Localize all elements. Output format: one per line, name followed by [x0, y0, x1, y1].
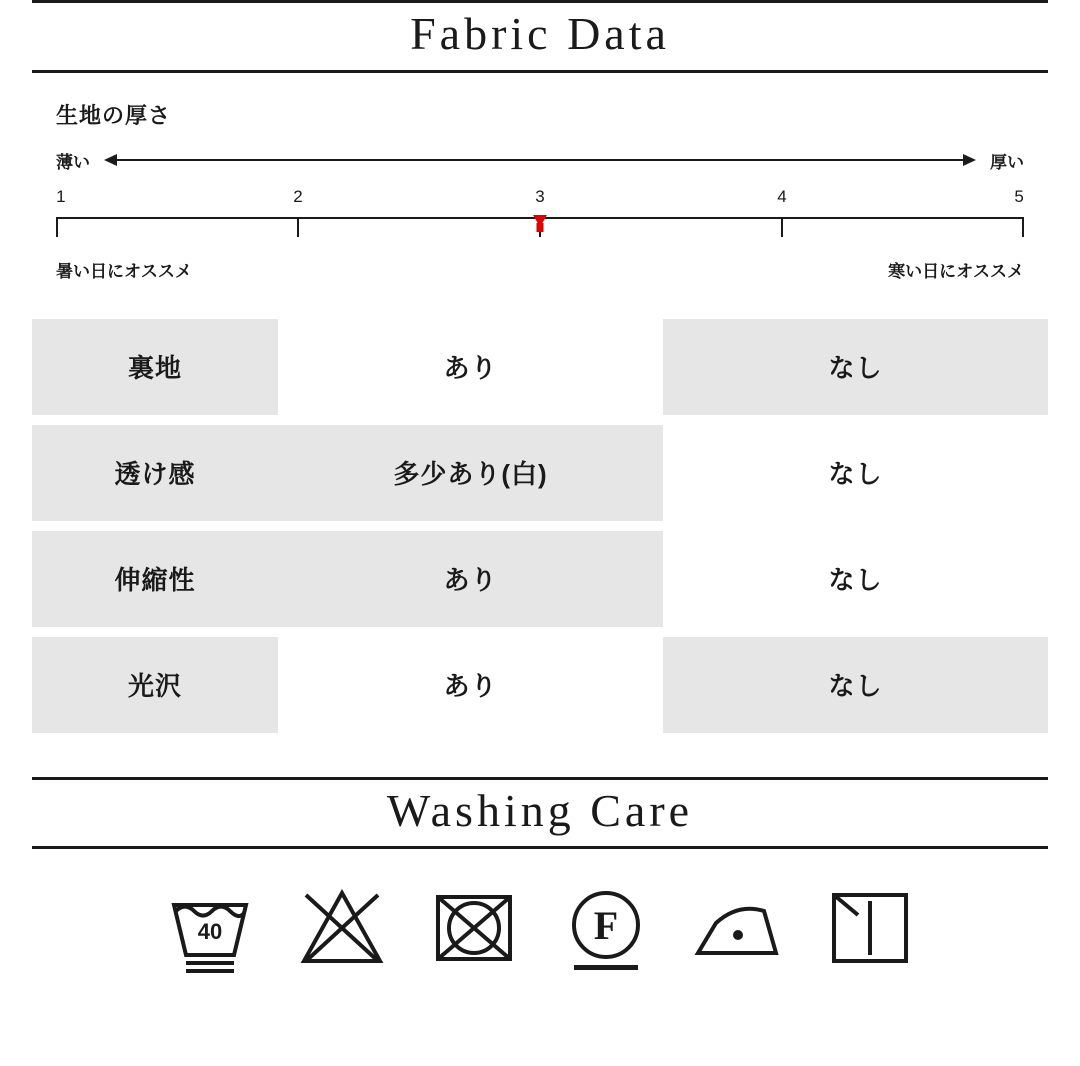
axis-tick-4: [781, 217, 783, 237]
table-row: [32, 637, 1048, 733]
care-symbols-row: [32, 879, 1048, 975]
spec-option-b: なし: [663, 425, 1048, 521]
scale-tick-label-1: 1: [56, 186, 66, 206]
thickness-left-end-label: 薄い: [56, 152, 90, 172]
spec-row-label: 伸縮性: [32, 531, 278, 627]
spec-option-a: あり: [278, 531, 663, 627]
thickness-scale: [56, 187, 1024, 241]
line-dry-icon: [822, 879, 918, 975]
no-tumble-dry-icon: [426, 879, 522, 975]
washing-care-heading: [32, 777, 1048, 850]
thickness-scale-numbers: [56, 187, 1024, 209]
spec-option-a: あり: [278, 319, 663, 415]
page-title: Fabric Data: [410, 8, 670, 59]
arrow-right-icon: [963, 154, 976, 166]
iron-low-icon: [690, 879, 786, 975]
spec-option-a: 多少あり(白): [278, 425, 663, 521]
thickness-captions: [56, 257, 1024, 281]
thickness-caption-left: 暑い日にオススメ: [56, 261, 192, 281]
spec-option-b: なし: [663, 319, 1048, 415]
arrow-line: [116, 159, 964, 161]
table-row: [32, 425, 1048, 521]
table-row: [32, 319, 1048, 415]
dry-clean-f-icon: [558, 879, 654, 975]
thickness-label: 生地の厚さ: [56, 102, 172, 128]
spec-option-b: なし: [663, 531, 1048, 627]
thickness-axis: [56, 217, 1024, 239]
dry-clean-letter: F: [593, 903, 619, 949]
thickness-section: [32, 99, 1048, 281]
table-row: [32, 531, 1048, 627]
scale-tick-label-2: 2: [293, 186, 303, 206]
scale-tick-label-4: 4: [777, 186, 787, 206]
spec-option-a: あり: [278, 637, 663, 733]
thickness-marker-stem: [537, 223, 544, 232]
thickness-caption-right: 寒い日にオススメ: [888, 261, 1024, 281]
spec-row-label: 光沢: [32, 637, 278, 733]
spec-option-b: なし: [663, 637, 1048, 733]
axis-tick-2: [297, 217, 299, 237]
thickness-right-end-label: 厚い: [990, 152, 1024, 172]
wash-40-icon: [162, 879, 258, 975]
axis-tick-5: [1022, 217, 1024, 237]
scale-tick-label-5: 5: [1014, 186, 1024, 206]
wash-temperature-label: 40: [197, 919, 223, 945]
spec-row-label: 裏地: [32, 319, 278, 415]
washing-care-title: Washing Care: [386, 784, 694, 836]
thickness-arrow-row: [32, 148, 1048, 173]
axis-tick-1: [56, 217, 58, 237]
no-bleach-icon: [294, 879, 390, 975]
spec-row-label: 透け感: [32, 425, 278, 521]
fabric-spec-table: [32, 319, 1048, 733]
thickness-arrow-track: [104, 153, 976, 167]
fabric-data-heading: [32, 0, 1048, 73]
scale-tick-label-3: 3: [535, 186, 545, 206]
